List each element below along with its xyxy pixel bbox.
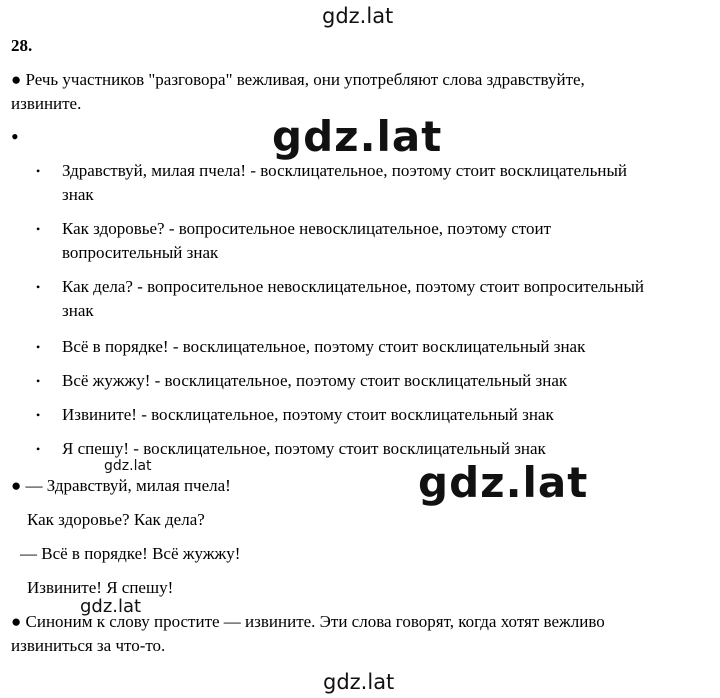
bullet-2-marker: • xyxy=(11,124,19,149)
list-item-line-1: Извините! - восклицательное, поэтому стоит восклицательный знак xyxy=(62,405,554,424)
list-bullet: • xyxy=(36,340,41,354)
list-item-line-1: Как здоровье? - вопросительное невосклицательное, поэтому стоит xyxy=(62,219,552,238)
list-bullet: • xyxy=(36,280,41,294)
list-item-line-2: вопросительный знак xyxy=(62,243,219,262)
paragraph-1-line-2: извините. xyxy=(11,94,82,113)
list-item-line-1: Я спешу! - восклицательное, поэтому стоит восклицательный знак xyxy=(62,439,546,458)
watermark-small-2: gdz.lat xyxy=(80,596,142,617)
list-item-line-1: Здравствуй, милая пчела! - восклицательное, поэтому стоит восклицательный xyxy=(62,161,627,180)
list-item-line-1: Как дела? - вопросительное невосклицательное, поэтому стоит вопросительный xyxy=(62,277,645,296)
dialogue-line-3: — Всё в порядке! Всё жужжу! xyxy=(20,544,241,563)
watermark-small-1: gdz.lat xyxy=(104,458,152,474)
list-bullet: • xyxy=(36,164,41,178)
list-bullet: • xyxy=(36,442,41,456)
dialogue-line-4: Извините! Я спешу! xyxy=(27,578,174,597)
list-item-line-1: Всё жужжу! - восклицательное, поэтому стоит восклицательный знак xyxy=(62,371,568,390)
list-bullet: • xyxy=(36,374,41,388)
dialogue-line-1: ● — Здравствуй, милая пчела! xyxy=(11,476,231,495)
watermark-large-2: gdz.lat xyxy=(418,458,589,507)
list-bullet: • xyxy=(36,222,41,236)
last-paragraph-line-2: извиниться за что-то. xyxy=(11,636,166,655)
header-watermark: gdz.lat xyxy=(322,4,394,28)
list-item-line-2: знак xyxy=(62,185,94,204)
watermark-large-1: gdz.lat xyxy=(272,112,443,161)
dialogue-line-2: Как здоровье? Как дела? xyxy=(27,510,205,529)
task-number: 28. xyxy=(11,36,33,55)
footer-watermark: gdz.lat xyxy=(323,670,395,694)
list-bullet: • xyxy=(36,408,41,422)
list-item-line-1: Всё в порядке! - восклицательное, поэтому стоит восклицательный знак xyxy=(62,337,586,356)
paragraph-1-line-1: ● Речь участников "разговора" вежливая, они употребляют слова здравствуйте, xyxy=(11,70,585,89)
last-paragraph-line-1: ● Синоним к слову простите — извините. Эти слова говорят, когда хотят вежливо xyxy=(11,612,605,631)
list-item-line-2: знак xyxy=(62,301,94,320)
